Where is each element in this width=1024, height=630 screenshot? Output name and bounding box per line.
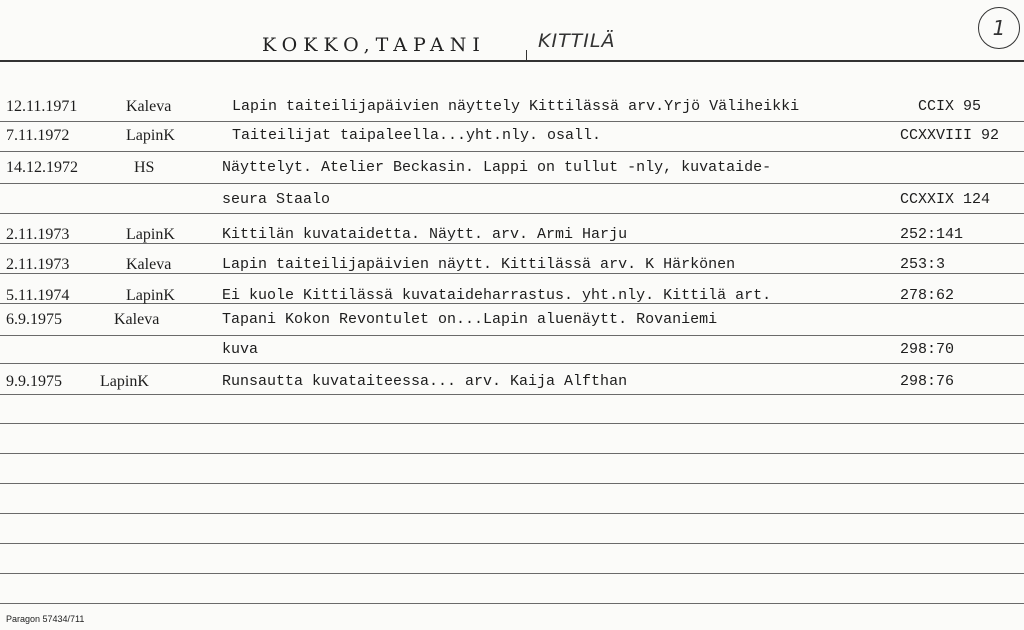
- entry-text: Lapin taiteilijapäivien näytt. Kittilässä arv. K Härkönen: [222, 256, 736, 273]
- entry-ref: 298:70: [900, 341, 955, 358]
- entry-date: 9.9.1975: [6, 373, 62, 390]
- entry-text: kuva: [222, 341, 259, 358]
- entry-text: Taiteilijat taipaleella...yht.nly. osall.: [232, 127, 602, 144]
- ruled-line: [0, 363, 1024, 364]
- entry-text: Näyttelyt. Atelier Beckasin. Lappi on tullut -nly, kuvataide-: [222, 159, 772, 176]
- header-rule: [0, 60, 1024, 62]
- entry-date: 12.11.1971: [6, 98, 78, 115]
- entry-ref: CCXXIX 124: [900, 191, 991, 208]
- card-number-badge: 1: [978, 7, 1020, 49]
- ruled-line: [0, 183, 1024, 184]
- ruled-line: [0, 543, 1024, 544]
- ruled-line: [0, 423, 1024, 424]
- entry-date: 14.12.1972: [6, 159, 78, 176]
- ruled-line: [0, 603, 1024, 604]
- ruled-line: [0, 513, 1024, 514]
- card-title: KOKKO,TAPANI: [262, 34, 486, 56]
- ruled-line: [0, 394, 1024, 395]
- ruled-line: [0, 573, 1024, 574]
- entry-text: Lapin taiteilijapäivien näyttely Kittilässä arv.Yrjö Väliheikki: [232, 98, 800, 115]
- entry-date: 2.11.1973: [6, 226, 70, 243]
- entry-paper: Kaleva: [114, 311, 160, 328]
- entry-paper: LapinK: [126, 127, 175, 144]
- entry-paper: LapinK: [100, 373, 149, 390]
- entry-ref: 278:62: [900, 287, 955, 304]
- entry-date: 2.11.1973: [6, 256, 70, 273]
- ruled-line: [0, 151, 1024, 152]
- entry-text: Kittilän kuvataidetta. Näytt. arv. Armi Harju: [222, 226, 628, 243]
- entry-ref: CCIX 95: [918, 98, 982, 115]
- entry-text: Runsautta kuvataiteessa... arv. Kaija Alfthan: [222, 373, 628, 390]
- entry-ref: 252:141: [900, 226, 964, 243]
- ruled-line: [0, 121, 1024, 122]
- entry-paper: HS: [134, 159, 155, 176]
- entry-date: 7.11.1972: [6, 127, 70, 144]
- ruled-line: [0, 213, 1024, 214]
- form-code: Paragon 57434/711: [6, 614, 85, 624]
- ruled-line: [0, 335, 1024, 336]
- entry-ref: 298:76: [900, 373, 955, 390]
- handwritten-location: KITTILÄ: [538, 30, 616, 52]
- entry-date: 6.9.1975: [6, 311, 62, 328]
- entry-text: seura Staalo: [222, 191, 331, 208]
- entry-text: Ei kuole Kittilässä kuvataideharrastus. yht.nly. Kittilä art.: [222, 287, 772, 304]
- entry-text: Tapani Kokon Revontulet on...Lapin aluenäytt. Rovaniemi: [222, 311, 718, 328]
- entry-paper: Kaleva: [126, 256, 172, 273]
- entry-ref: CCXXVIII 92: [900, 127, 1000, 144]
- entry-paper: LapinK: [126, 287, 175, 304]
- ruled-line: [0, 483, 1024, 484]
- entry-ref: 253:3: [900, 256, 946, 273]
- entry-paper: Kaleva: [126, 98, 172, 115]
- entry-paper: LapinK: [126, 226, 175, 243]
- ruled-line: [0, 453, 1024, 454]
- entry-date: 5.11.1974: [6, 287, 70, 304]
